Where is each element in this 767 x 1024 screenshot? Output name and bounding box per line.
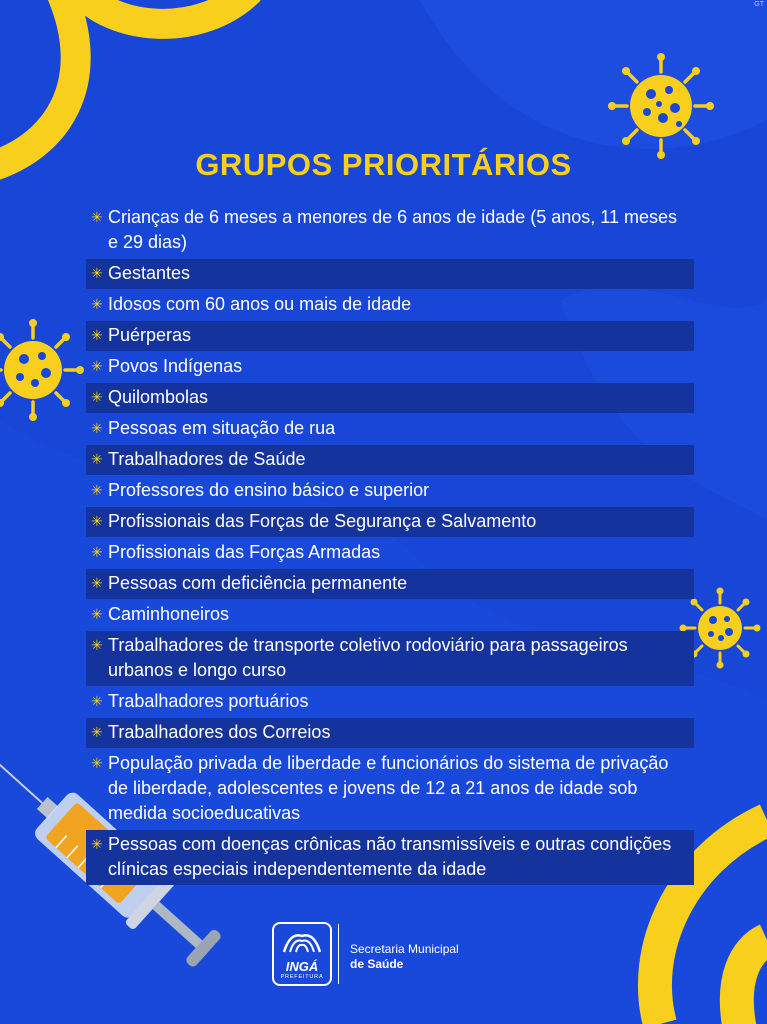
asterisk-icon: ✳ — [91, 451, 103, 467]
asterisk-icon: ✳ — [91, 513, 103, 529]
prefeitura-inga-logo — [272, 922, 332, 986]
list-item-text: Professores do ensino básico e superior — [108, 480, 430, 500]
list-item — [86, 687, 694, 717]
list-item — [86, 203, 694, 258]
logo-name: INGÁ — [285, 959, 319, 974]
asterisk-icon: ✳ — [91, 693, 103, 709]
asterisk-icon: ✳ — [91, 544, 103, 560]
list-item-text: Puérperas — [108, 325, 192, 345]
asterisk-icon: ✳ — [91, 724, 103, 740]
priority-groups-list — [86, 203, 694, 886]
list-item-text: Gestantes — [108, 263, 191, 283]
list-item — [86, 290, 694, 320]
list-item — [86, 507, 694, 537]
list-item-text: Trabalhadores de transporte coletivo rodoviário para passageiros urbanos e longo curso — [108, 635, 628, 680]
asterisk-icon: ✳ — [91, 265, 103, 281]
list-item-text: Pessoas em situação de rua — [108, 418, 336, 438]
asterisk-icon: ✳ — [91, 755, 103, 771]
list-item-text: Profissionais das Forças Armadas — [108, 542, 381, 562]
list-item — [86, 569, 694, 599]
list-item — [86, 631, 694, 686]
organization-line-1: Secretaria Municipal — [350, 942, 459, 956]
list-item-text: Povos Indígenas — [108, 356, 243, 376]
list-item — [86, 476, 694, 506]
footer-branding — [272, 922, 532, 992]
list-item-text: Pessoas com deficiência permanente — [108, 573, 408, 593]
list-item — [86, 321, 694, 351]
page-title: GRUPOS PRIORITÁRIOS — [195, 147, 572, 182]
list-item — [86, 414, 694, 444]
asterisk-icon: ✳ — [91, 606, 103, 622]
list-item-text: Quilombolas — [108, 387, 209, 407]
asterisk-icon: ✳ — [91, 327, 103, 343]
list-item-text: Trabalhadores portuários — [108, 691, 309, 711]
list-item — [86, 538, 694, 568]
asterisk-icon: ✳ — [91, 836, 103, 852]
virus-icon — [0, 319, 84, 421]
asterisk-icon: ✳ — [91, 389, 103, 405]
list-item-text: Trabalhadores de Saúde — [108, 449, 306, 469]
logo-subtitle: PREFEITURA — [280, 974, 324, 980]
asterisk-icon: ✳ — [91, 296, 103, 312]
asterisk-icon: ✳ — [91, 209, 103, 225]
list-item — [86, 445, 694, 475]
list-item-text: Profissionais das Forças de Segurança e Salvamento — [108, 511, 537, 531]
footer-divider — [338, 924, 339, 984]
asterisk-icon: ✳ — [91, 575, 103, 591]
list-item-text: População privada de liberdade e funcionários do sistema de privação de liberdade, adolescentes e jovens de 12 a 21 anos de idade sob medida socioeducativas — [108, 753, 669, 823]
list-item — [86, 352, 694, 382]
list-item-text: Trabalhadores dos Correios — [108, 722, 331, 742]
organization-line-2: de Saúde — [350, 957, 404, 971]
asterisk-icon: ✳ — [91, 637, 103, 653]
asterisk-icon: ✳ — [91, 420, 103, 436]
list-item — [86, 718, 694, 748]
corner-mark: GT — [754, 1, 764, 8]
list-item — [86, 383, 694, 413]
asterisk-icon: ✳ — [91, 358, 103, 374]
list-item — [86, 830, 694, 885]
yellow-ring-top-left — [0, 0, 250, 170]
asterisk-icon: ✳ — [91, 482, 103, 498]
list-item — [86, 600, 694, 630]
list-item-text: Caminhoneiros — [108, 604, 230, 624]
logo-emblem-icon — [274, 924, 330, 958]
list-item — [86, 259, 694, 289]
list-item-text: Crianças de 6 meses a menores de 6 anos de idade (5 anos, 11 meses e 29 dias) — [108, 207, 677, 252]
list-item-text: Pessoas com doenças crônicas não transmissíveis e outras condições clínicas especiais independentemente da idade — [108, 834, 672, 879]
virus-icon — [608, 53, 714, 159]
list-item-text: Idosos com 60 anos ou mais de idade — [108, 294, 412, 314]
list-item — [86, 749, 694, 829]
